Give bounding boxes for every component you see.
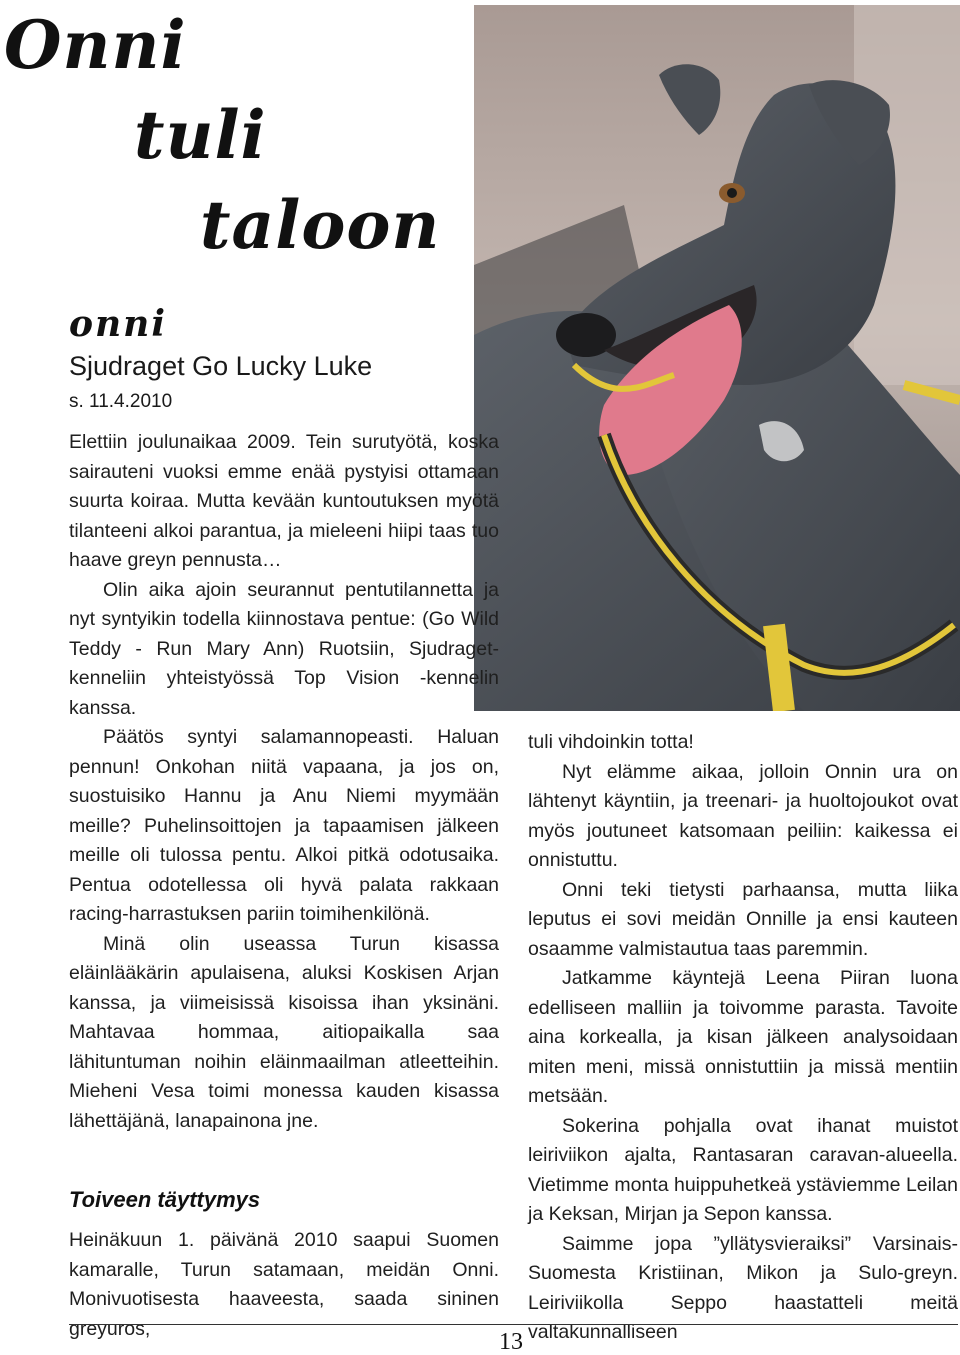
body-paragraph: Päätös syntyi salamannopeasti. Haluan pennun! Onkohan niitä vapaana, ja jos on, suostuisiko Hannu ja Anu Niemi myymään meille? Puhelinsoittojen ja tapaamisen jälkeen meille oli tulossa pentu. Alkoi pitkä odotusaika. Pentua odotellessa oli hyvä palata rakkaan racing-harrastuksen pariin toimihenkilönä. <box>69 726 499 925</box>
body-paragraph: Minä olin useassa Turun kisassa eläinlääkärin apulaisena, aluksi Koskisen Arjan kanssa, ja viimeisissä kisoissa ihan yksinäni. Mahtavaa hommaa, aitiopaikalla saa lähituntuman noihin eläinmaailman atleetteihin. Mieheni Vesa toimi monessa kauden kisassa lähettäjänä, lanapainona jne. <box>69 932 499 1132</box>
dog-birth-date: s. 11.4.2010 <box>69 391 173 412</box>
body-paragraph: Onni teki tietysti parhaansa, mutta liika leputus ei sovi meidän Onnille ja ensi kauteen osaamme valmistautua taas paremmin. <box>528 878 958 960</box>
body-paragraph: Elettiin joulunaikaa 2009. Tein surutyötä, koska sairauteni vuoksi emme enää pystyisi ottamaan suurta koiraa. Mutta kevään kuntoutuksen myötä tilanteeni alkoi parantua, ja mieleeni hiipi taas tuo haave greyn pennusta… <box>69 431 499 571</box>
title-word-2: tuli <box>134 96 267 174</box>
body-paragraph: Nyt elämme aikaa, jolloin Onnin ura on lähtenyt käyntiin, ja treenari- ja huoltojoukot ovat myös joutuneet katsomaan peiliin: kaikessa ei onnistuttu. <box>528 760 958 871</box>
dog-name: Sjudraget Go Lucky Luke <box>69 351 373 381</box>
left-column-continued <box>69 1226 499 1344</box>
greyhound-photo <box>474 5 960 711</box>
body-paragraph: Olin aika ajoin seurannut pentutilannetta ja nyt syntyikin todella kiinnostava pentue: (Go Wild Teddy - Run Mary Ann) Ruotsiin, Sjudraget-kenneliin yhteistyössä Top Vision -kennelin kanssa. <box>69 578 499 719</box>
title-word-1: Onni <box>4 6 187 84</box>
body-paragraph: Heinäkuun 1. päivänä 2010 saapui Suomen kamaralle, Turun satamaan, meidän Onni. Monivuotisesta haaveesta, saada sininen greyuros, <box>69 1229 499 1340</box>
dog-label: onni <box>69 303 168 345</box>
greyhound-illustration <box>474 5 960 711</box>
body-paragraph: tuli vihdoinkin totta! <box>528 731 694 753</box>
title-word-3: taloon <box>200 186 441 264</box>
body-paragraph: Sokerina pohjalla ovat ihanat muistot leiriviikon ajalta, Rantasaran caravan-alueella. Vietimme monta huippuhetkeä ystäviemme Leilan ja Keksan, Mirjan ja Sepon kanssa. <box>528 1114 958 1225</box>
subheading: Toiveen täyttymys <box>69 1187 261 1212</box>
right-column <box>528 728 958 1348</box>
body-paragraph: Saimme jopa ”yllätysvieraiksi” Varsinais-Suomesta Kristiinan, Mikon ja Sulo-greyn. Leiriviikolla Seppo haastatteli meitä valtakunnalliseen <box>528 1232 958 1343</box>
footer-rule <box>69 1324 958 1325</box>
harness-chest-strap <box>774 625 784 711</box>
body-paragraph: Jatkamme käyntejä Leena Piiran luona edelliseen malliin ja toivomme parasta. Tavoite aina korkealla, ja kisan jälkeen analysoidaan miten meni, missä onnistuttiin ja missä mentiin metsään. <box>528 967 958 1107</box>
left-column <box>69 428 499 1136</box>
page-number: 13 <box>499 1329 523 1355</box>
